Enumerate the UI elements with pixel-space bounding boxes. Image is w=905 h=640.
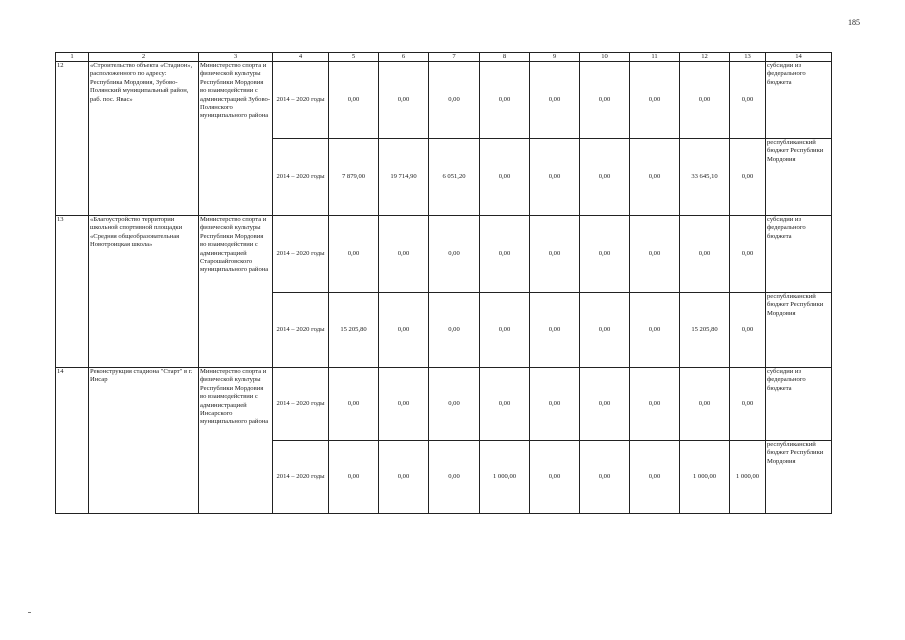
value-cell: 0,00 bbox=[580, 368, 630, 441]
table-row bbox=[56, 216, 832, 293]
value-cell: 0,00 bbox=[680, 368, 730, 441]
value-cell: 7 879,00 bbox=[329, 139, 379, 216]
row-number: 12 bbox=[56, 62, 89, 216]
executor: Министерство спорта и физической культуры Республики Мордовия во взаимодействии с администрацией Старошайговского муниципального района bbox=[199, 216, 273, 368]
value-cell: 6 051,20 bbox=[429, 139, 480, 216]
value-cell: 0,00 bbox=[730, 293, 766, 368]
value-cell: 0,00 bbox=[329, 368, 379, 441]
funding-source: субсидии из федерального бюджета bbox=[766, 368, 832, 441]
value-cell: 0,00 bbox=[630, 216, 680, 293]
column-number: 4 bbox=[273, 53, 329, 62]
period: 2014 – 2020 годы bbox=[273, 216, 329, 293]
value-cell: 0,00 bbox=[730, 139, 766, 216]
value-cell: 0,00 bbox=[379, 293, 429, 368]
object-name: Реконструкция стадиона "Старт" в г. Инсар bbox=[89, 368, 199, 514]
column-number: 13 bbox=[730, 53, 766, 62]
column-number: 8 bbox=[480, 53, 530, 62]
period: 2014 – 2020 годы bbox=[273, 62, 329, 139]
executor: Министерство спорта и физической культуры Республики Мордовия во взаимодействии с администрацией Инсарского муниципального района bbox=[199, 368, 273, 514]
period: 2014 – 2020 годы bbox=[273, 139, 329, 216]
period: 2014 – 2020 годы bbox=[273, 368, 329, 441]
table-row bbox=[56, 62, 832, 139]
scan-speck bbox=[28, 612, 31, 613]
value-cell: 0,00 bbox=[580, 293, 630, 368]
column-number: 5 bbox=[329, 53, 379, 62]
value-cell: 0,00 bbox=[580, 62, 630, 139]
object-name: «Строительство объекта «Стадион», расположенного по адресу: Республика Мордовия, Зубово-Полянский муниципальный район, раб. пос. Явас» bbox=[89, 62, 199, 216]
funding-source: субсидии из федерального бюджета bbox=[766, 216, 832, 293]
value-cell: 19 714,90 bbox=[379, 139, 429, 216]
column-number: 7 bbox=[429, 53, 480, 62]
object-name: «Благоустройство территории школьной спортивной площадки «Средняя общеобразовательная Новотроицкая школа» bbox=[89, 216, 199, 368]
page-number: 185 bbox=[848, 18, 860, 27]
value-cell: 0,00 bbox=[630, 139, 680, 216]
executor: Министерство спорта и физической культуры Республики Мордовия во взаимодействии с администрацией Зубово-Полянского муниципального района bbox=[199, 62, 273, 216]
period: 2014 – 2020 годы bbox=[273, 293, 329, 368]
value-cell: 15 205,80 bbox=[680, 293, 730, 368]
column-number: 3 bbox=[199, 53, 273, 62]
value-cell: 0,00 bbox=[329, 441, 379, 514]
value-cell: 15 205,80 bbox=[329, 293, 379, 368]
value-cell: 0,00 bbox=[379, 62, 429, 139]
row-number: 14 bbox=[56, 368, 89, 514]
value-cell: 0,00 bbox=[480, 368, 530, 441]
value-cell: 0,00 bbox=[630, 62, 680, 139]
funding-source: республиканский бюджет Республики Мордовия bbox=[766, 139, 832, 216]
value-cell: 0,00 bbox=[329, 62, 379, 139]
value-cell: 0,00 bbox=[480, 62, 530, 139]
value-cell: 0,00 bbox=[680, 216, 730, 293]
value-cell: 0,00 bbox=[329, 216, 379, 293]
value-cell: 1 000,00 bbox=[480, 441, 530, 514]
value-cell: 0,00 bbox=[480, 293, 530, 368]
value-cell: 0,00 bbox=[429, 368, 480, 441]
value-cell: 0,00 bbox=[730, 216, 766, 293]
value-cell: 0,00 bbox=[580, 139, 630, 216]
budget-table bbox=[55, 52, 832, 514]
value-cell: 0,00 bbox=[429, 293, 480, 368]
column-number: 14 bbox=[766, 53, 832, 62]
value-cell: 0,00 bbox=[730, 62, 766, 139]
period: 2014 – 2020 годы bbox=[273, 441, 329, 514]
value-cell: 0,00 bbox=[379, 441, 429, 514]
value-cell: 0,00 bbox=[429, 62, 480, 139]
column-number: 2 bbox=[89, 53, 199, 62]
value-cell: 0,00 bbox=[630, 368, 680, 441]
value-cell: 0,00 bbox=[429, 441, 480, 514]
value-cell: 0,00 bbox=[379, 368, 429, 441]
value-cell: 0,00 bbox=[630, 441, 680, 514]
value-cell: 0,00 bbox=[630, 293, 680, 368]
value-cell: 33 645,10 bbox=[680, 139, 730, 216]
value-cell: 0,00 bbox=[530, 62, 580, 139]
value-cell: 1 000,00 bbox=[730, 441, 766, 514]
value-cell: 0,00 bbox=[530, 139, 580, 216]
row-number: 13 bbox=[56, 216, 89, 368]
column-number-row bbox=[56, 53, 832, 62]
value-cell: 0,00 bbox=[480, 216, 530, 293]
value-cell: 0,00 bbox=[530, 441, 580, 514]
value-cell: 0,00 bbox=[680, 62, 730, 139]
column-number: 10 bbox=[580, 53, 630, 62]
value-cell: 1 000,00 bbox=[680, 441, 730, 514]
column-number: 11 bbox=[630, 53, 680, 62]
value-cell: 0,00 bbox=[580, 441, 630, 514]
funding-source: республиканский бюджет Республики Мордовия bbox=[766, 441, 832, 514]
value-cell: 0,00 bbox=[480, 139, 530, 216]
column-number: 9 bbox=[530, 53, 580, 62]
value-cell: 0,00 bbox=[580, 216, 630, 293]
funding-source: республиканский бюджет Республики Мордовия bbox=[766, 293, 832, 368]
column-number: 1 bbox=[56, 53, 89, 62]
value-cell: 0,00 bbox=[730, 368, 766, 441]
column-number: 6 bbox=[379, 53, 429, 62]
column-number: 12 bbox=[680, 53, 730, 62]
value-cell: 0,00 bbox=[530, 293, 580, 368]
table-row bbox=[56, 368, 832, 441]
value-cell: 0,00 bbox=[530, 368, 580, 441]
funding-source: субсидии из федерального бюджета bbox=[766, 62, 832, 139]
value-cell: 0,00 bbox=[429, 216, 480, 293]
value-cell: 0,00 bbox=[379, 216, 429, 293]
value-cell: 0,00 bbox=[530, 216, 580, 293]
